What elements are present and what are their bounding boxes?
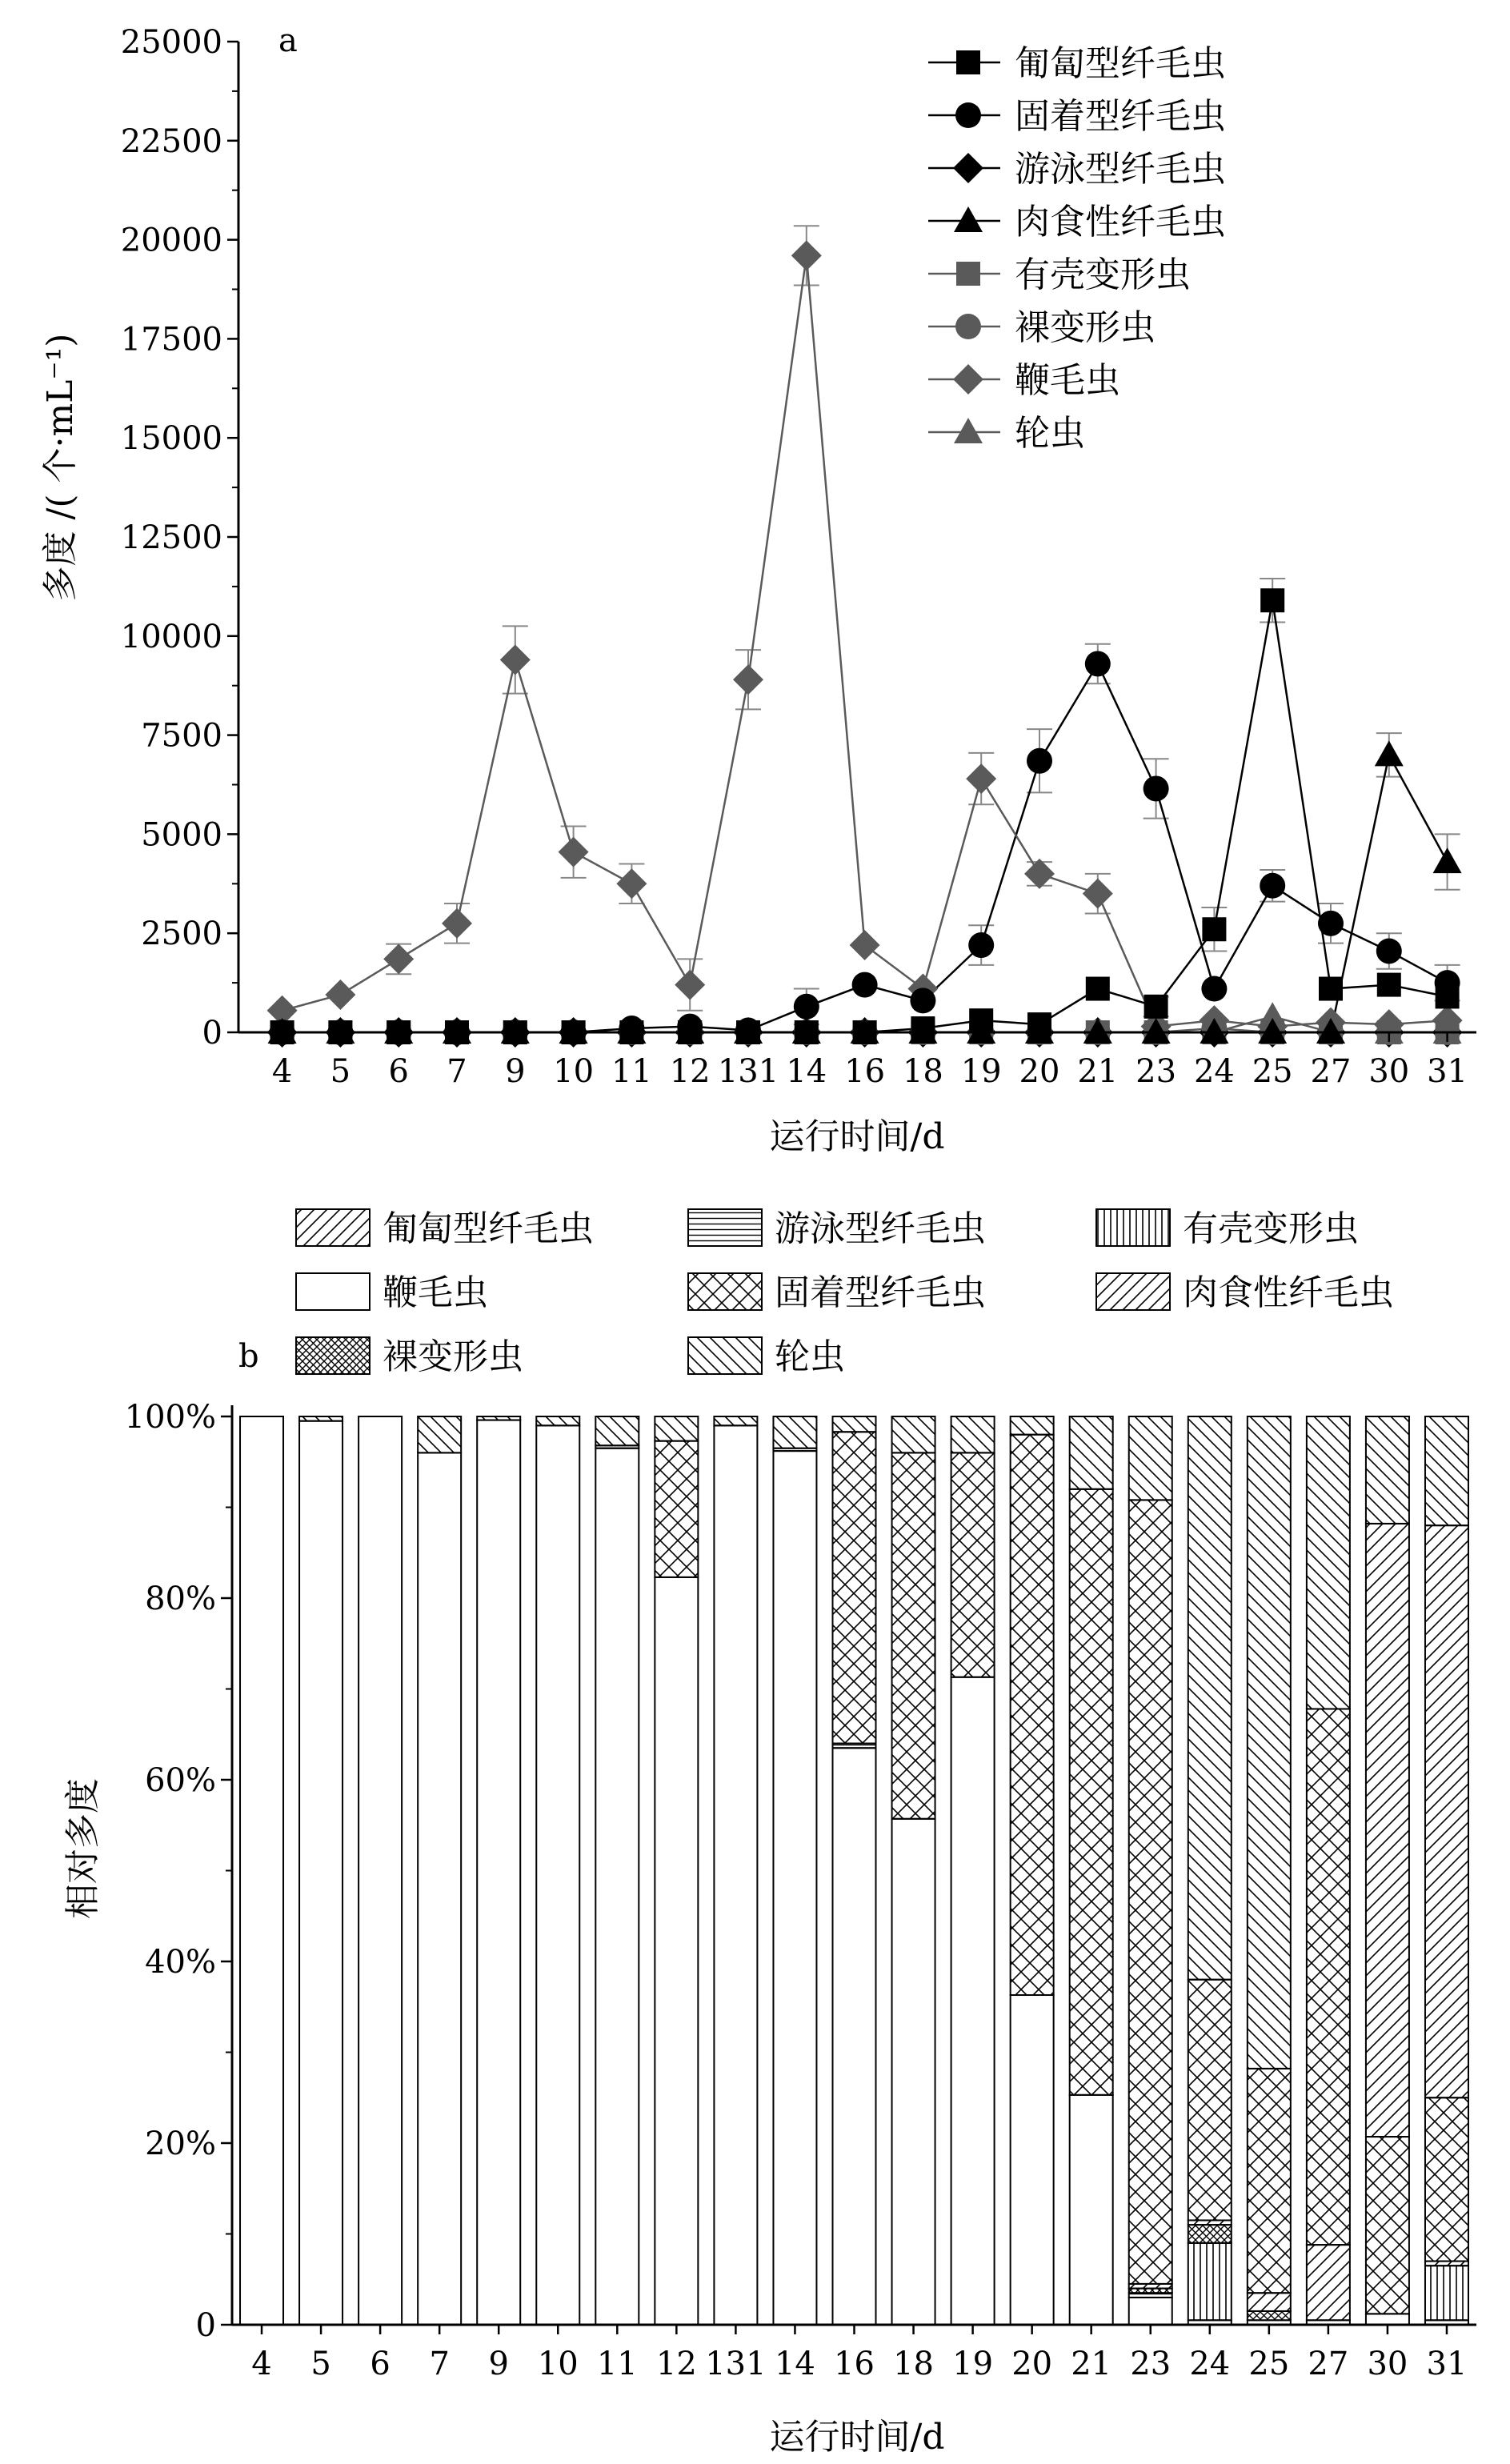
- x-tick-label: 14: [786, 1053, 827, 1090]
- bar-segment: [1070, 1489, 1113, 2095]
- bar-segment: [595, 1448, 639, 2325]
- x-tick-label: 5: [310, 2346, 331, 2382]
- bar-segment: [1129, 1500, 1172, 2284]
- data-point: [968, 932, 994, 958]
- x-tick-label: 131: [705, 2346, 767, 2382]
- legend-label: 肉食性纤毛虫: [1015, 202, 1226, 242]
- data-point: [850, 930, 880, 960]
- legend-label: 匍匐型纤毛虫: [1015, 43, 1226, 84]
- tick-labels: [121, 24, 1468, 1090]
- data-point: [966, 763, 996, 794]
- x-tick-label: 23: [1130, 2346, 1172, 2382]
- legend-swatch: [1096, 1273, 1170, 1310]
- data-point: [1375, 740, 1404, 766]
- x-tick-label: 31: [1426, 2346, 1468, 2382]
- bar-segment: [951, 1677, 995, 2325]
- data-point: [1376, 938, 1402, 964]
- bar-segment: [1188, 1980, 1232, 2221]
- data-point: [559, 837, 589, 867]
- x-tick-label: 30: [1368, 1053, 1410, 1090]
- bar-segment: [1248, 2311, 1291, 2320]
- data-point: [1144, 775, 1169, 801]
- legend-label: 游泳型纤毛虫: [1015, 149, 1226, 190]
- bar-segment: [655, 1416, 698, 1441]
- bar-segment: [655, 1577, 698, 2325]
- x-tick-label: 5: [330, 1053, 351, 1090]
- bar-segment: [714, 1416, 757, 1425]
- legend-marker: [954, 418, 983, 443]
- legend-label: 肉食性纤毛虫: [1183, 1272, 1394, 1313]
- data-point: [1201, 976, 1227, 1002]
- bar-segment: [1070, 2095, 1113, 2325]
- data-point: [1260, 588, 1284, 612]
- bar-segment: [833, 1432, 876, 1743]
- bar-segment: [418, 1416, 461, 1452]
- data-point: [733, 664, 763, 695]
- y-tick-label: 80%: [145, 1581, 216, 1617]
- bar-segment: [1307, 2245, 1350, 2320]
- data-point: [1086, 977, 1110, 1001]
- bar-segment: [1011, 1995, 1054, 2325]
- y-tick-label: 20%: [145, 2125, 216, 2162]
- legend-label: 固着型纤毛虫: [775, 1272, 986, 1313]
- bar-segment: [1188, 2225, 1232, 2243]
- data-point: [675, 970, 705, 1000]
- x-tick-label: 24: [1189, 2346, 1231, 2382]
- legend-marker: [956, 50, 980, 74]
- bar-segment: [833, 1416, 876, 1432]
- x-tick-label: 25: [1252, 1053, 1293, 1090]
- bar-segment: [1248, 2293, 1291, 2311]
- bar-segment: [951, 1416, 995, 1452]
- legend-swatch: [1096, 1209, 1170, 1246]
- y-tick-label: 0: [195, 2307, 216, 2344]
- bar-segment: [1366, 2137, 1409, 2314]
- x-tick-label: 9: [505, 1053, 526, 1090]
- legend-label: 鞭毛虫: [1015, 360, 1120, 401]
- series-line-0: [282, 600, 1448, 1032]
- bar-segment: [1425, 1416, 1468, 1525]
- legend-label: 游泳型纤毛虫: [775, 1208, 986, 1249]
- panel-a-letter: a: [278, 22, 298, 59]
- data-point: [383, 944, 414, 974]
- data-point: [1318, 911, 1344, 936]
- x-tick-label: 6: [388, 1053, 409, 1090]
- legend-label: 鞭毛虫: [383, 1272, 488, 1313]
- data-point: [1027, 748, 1052, 774]
- bar-segment: [358, 1416, 402, 2325]
- bar-segment: [655, 1441, 698, 1577]
- bar-segment: [1425, 2097, 1468, 2261]
- data-point: [325, 980, 355, 1010]
- data-point: [1260, 873, 1285, 899]
- panel-b-legend: [296, 1208, 1394, 1377]
- bar-segment: [1366, 1524, 1409, 2137]
- x-tick-label: 21: [1071, 2346, 1112, 2382]
- y-tick-label: 2500: [141, 915, 222, 953]
- x-tick-label: 27: [1308, 2346, 1349, 2382]
- x-tick-label: 11: [596, 2346, 638, 2382]
- y-tick-label: 40%: [145, 1944, 216, 1981]
- legend-swatch: [688, 1209, 762, 1246]
- bar-segment: [1248, 2069, 1291, 2293]
- x-tick-label: 27: [1310, 1053, 1352, 1090]
- panel-a-line-chart: [40, 22, 1476, 1157]
- legend-label: 裸变形虫: [1015, 307, 1156, 348]
- legend-label: 轮虫: [1015, 413, 1085, 454]
- x-tick-label: 12: [669, 1053, 711, 1090]
- data-point: [500, 645, 531, 675]
- legend-marker: [954, 206, 983, 232]
- legend-label: 有壳变形虫: [1183, 1208, 1359, 1249]
- bar-segment: [1425, 1525, 1468, 2097]
- panel-b-x-axis-label: 运行时间/d: [769, 2417, 945, 2458]
- panel-b-stacked-bar-chart: [62, 1208, 1476, 2458]
- panel-a-legend: [928, 43, 1226, 454]
- x-tick-label: 10: [553, 1053, 595, 1090]
- bar-segment: [1129, 1416, 1172, 1500]
- legend-marker: [956, 262, 980, 286]
- bar-segment: [1011, 1416, 1054, 1435]
- bar-segment: [1366, 1416, 1409, 1524]
- x-tick-label: 19: [960, 1053, 1002, 1090]
- x-tick-label: 14: [774, 2346, 815, 2382]
- bar-segment: [773, 1451, 816, 2325]
- bar-segment: [892, 1416, 935, 1452]
- bar-segment: [536, 1425, 579, 2325]
- y-tick-label: 100%: [124, 1399, 216, 1436]
- data-point: [794, 994, 819, 1020]
- data-point: [1144, 995, 1168, 1019]
- panel-b-letter: b: [238, 1338, 259, 1375]
- x-tick-label: 20: [1011, 2346, 1053, 2382]
- data-point: [1085, 651, 1111, 676]
- legend-label: 轮虫: [775, 1336, 845, 1377]
- x-tick-label: 18: [893, 2346, 935, 2382]
- data-point: [852, 972, 878, 998]
- data-point: [1319, 977, 1343, 1001]
- panel-a-y-axis-label: 多度 /( 个·mL⁻¹): [40, 333, 81, 602]
- bar-segment: [299, 1416, 342, 1421]
- stacked-bars: [240, 1416, 1468, 2325]
- bar-segment: [418, 1452, 461, 2325]
- y-tick-label: 17500: [120, 321, 222, 359]
- bar-segment: [714, 1425, 757, 2325]
- data-point: [1202, 917, 1226, 941]
- legend-swatch: [296, 1209, 370, 1246]
- bar-segment: [299, 1421, 342, 2325]
- data-point: [1433, 847, 1462, 873]
- bar-segment: [892, 1452, 935, 1818]
- x-tick-label: 7: [447, 1053, 467, 1090]
- bar-segment: [1307, 1416, 1350, 1709]
- bar-segment: [1070, 1416, 1113, 1489]
- bar-segment: [1425, 2266, 1468, 2320]
- y-tick-label: 7500: [141, 717, 222, 755]
- x-tick-label: 20: [1019, 1053, 1060, 1090]
- x-tick-label: 31: [1427, 1053, 1468, 1090]
- x-tick-label: 131: [717, 1053, 779, 1090]
- x-tick-label: 16: [834, 2346, 875, 2382]
- bar-segment: [477, 1416, 520, 1420]
- series-markers: [267, 240, 1463, 1048]
- x-tick-label: 6: [370, 2346, 391, 2382]
- bar-segment: [1011, 1435, 1054, 1995]
- bar-segment: [1129, 2298, 1172, 2325]
- x-tick-label: 18: [902, 1053, 943, 1090]
- bar-segment: [595, 1416, 639, 1445]
- data-point: [1435, 970, 1460, 996]
- bar-segment: [536, 1416, 579, 1425]
- x-tick-label: 7: [429, 2346, 450, 2382]
- x-tick-label: 16: [844, 1053, 886, 1090]
- y-tick-label: 60%: [145, 1762, 216, 1799]
- bar-segment: [1188, 1416, 1232, 1980]
- x-tick-label: 4: [251, 2346, 272, 2382]
- y-tick-label: 25000: [120, 24, 222, 61]
- bar-segment: [951, 1452, 995, 1677]
- error-bars: [386, 226, 1460, 1024]
- legend-label: 有壳变形虫: [1015, 254, 1191, 295]
- legend-swatch: [688, 1337, 762, 1374]
- panel-a-x-axis-label: 运行时间/d: [769, 1116, 945, 1157]
- x-tick-label: 4: [271, 1053, 293, 1090]
- data-point: [1024, 859, 1055, 889]
- legend-label: 匍匐型纤毛虫: [383, 1208, 594, 1249]
- x-tick-label: 9: [488, 2346, 509, 2382]
- legend-swatch: [296, 1337, 370, 1374]
- data-point: [1377, 973, 1401, 997]
- data-point: [910, 988, 935, 1013]
- legend-marker: [953, 153, 983, 183]
- x-tick-label: 25: [1248, 2346, 1290, 2382]
- y-tick-label: 10000: [120, 618, 222, 655]
- bar-segment: [1307, 1709, 1350, 2245]
- bar-segment: [1366, 2314, 1409, 2325]
- y-tick-label: 15000: [120, 420, 222, 458]
- bar-segment: [1248, 1416, 1291, 2069]
- bar-segment: [1188, 2243, 1232, 2320]
- legend-marker: [955, 314, 981, 339]
- data-point: [442, 908, 472, 939]
- y-tick-label: 0: [202, 1015, 222, 1052]
- legend-swatch: [688, 1273, 762, 1310]
- data-point: [791, 240, 822, 270]
- bar-segment: [477, 1420, 520, 2325]
- axes: [227, 42, 1476, 1042]
- y-tick-label: 5000: [141, 816, 222, 854]
- x-tick-label: 23: [1136, 1053, 1177, 1090]
- legend-marker: [953, 364, 983, 395]
- legend-marker: [955, 102, 981, 128]
- bar-segment: [773, 1416, 816, 1448]
- y-tick-label: 22500: [120, 122, 222, 160]
- panel-b-y-axis-label: 相对多度: [62, 1778, 103, 1919]
- x-tick-label: 12: [655, 2346, 697, 2382]
- data-point: [1083, 879, 1113, 909]
- x-tick-label: 11: [611, 1053, 652, 1090]
- x-tick-label: 10: [537, 2346, 579, 2382]
- y-tick-label: 12500: [120, 519, 222, 556]
- x-tick-label: 19: [952, 2346, 994, 2382]
- bar-segment: [240, 1416, 283, 2325]
- bar-segment: [833, 1748, 876, 2325]
- legend-swatch: [296, 1273, 370, 1310]
- legend-label: 裸变形虫: [383, 1336, 523, 1377]
- y-tick-label: 20000: [120, 222, 222, 259]
- data-point: [616, 868, 647, 899]
- x-tick-label: 24: [1193, 1053, 1235, 1090]
- legend-label: 固着型纤毛虫: [1015, 96, 1226, 137]
- bar-segment: [892, 1819, 935, 2325]
- x-tick-label: 30: [1367, 2346, 1408, 2382]
- x-tick-label: 21: [1077, 1053, 1119, 1090]
